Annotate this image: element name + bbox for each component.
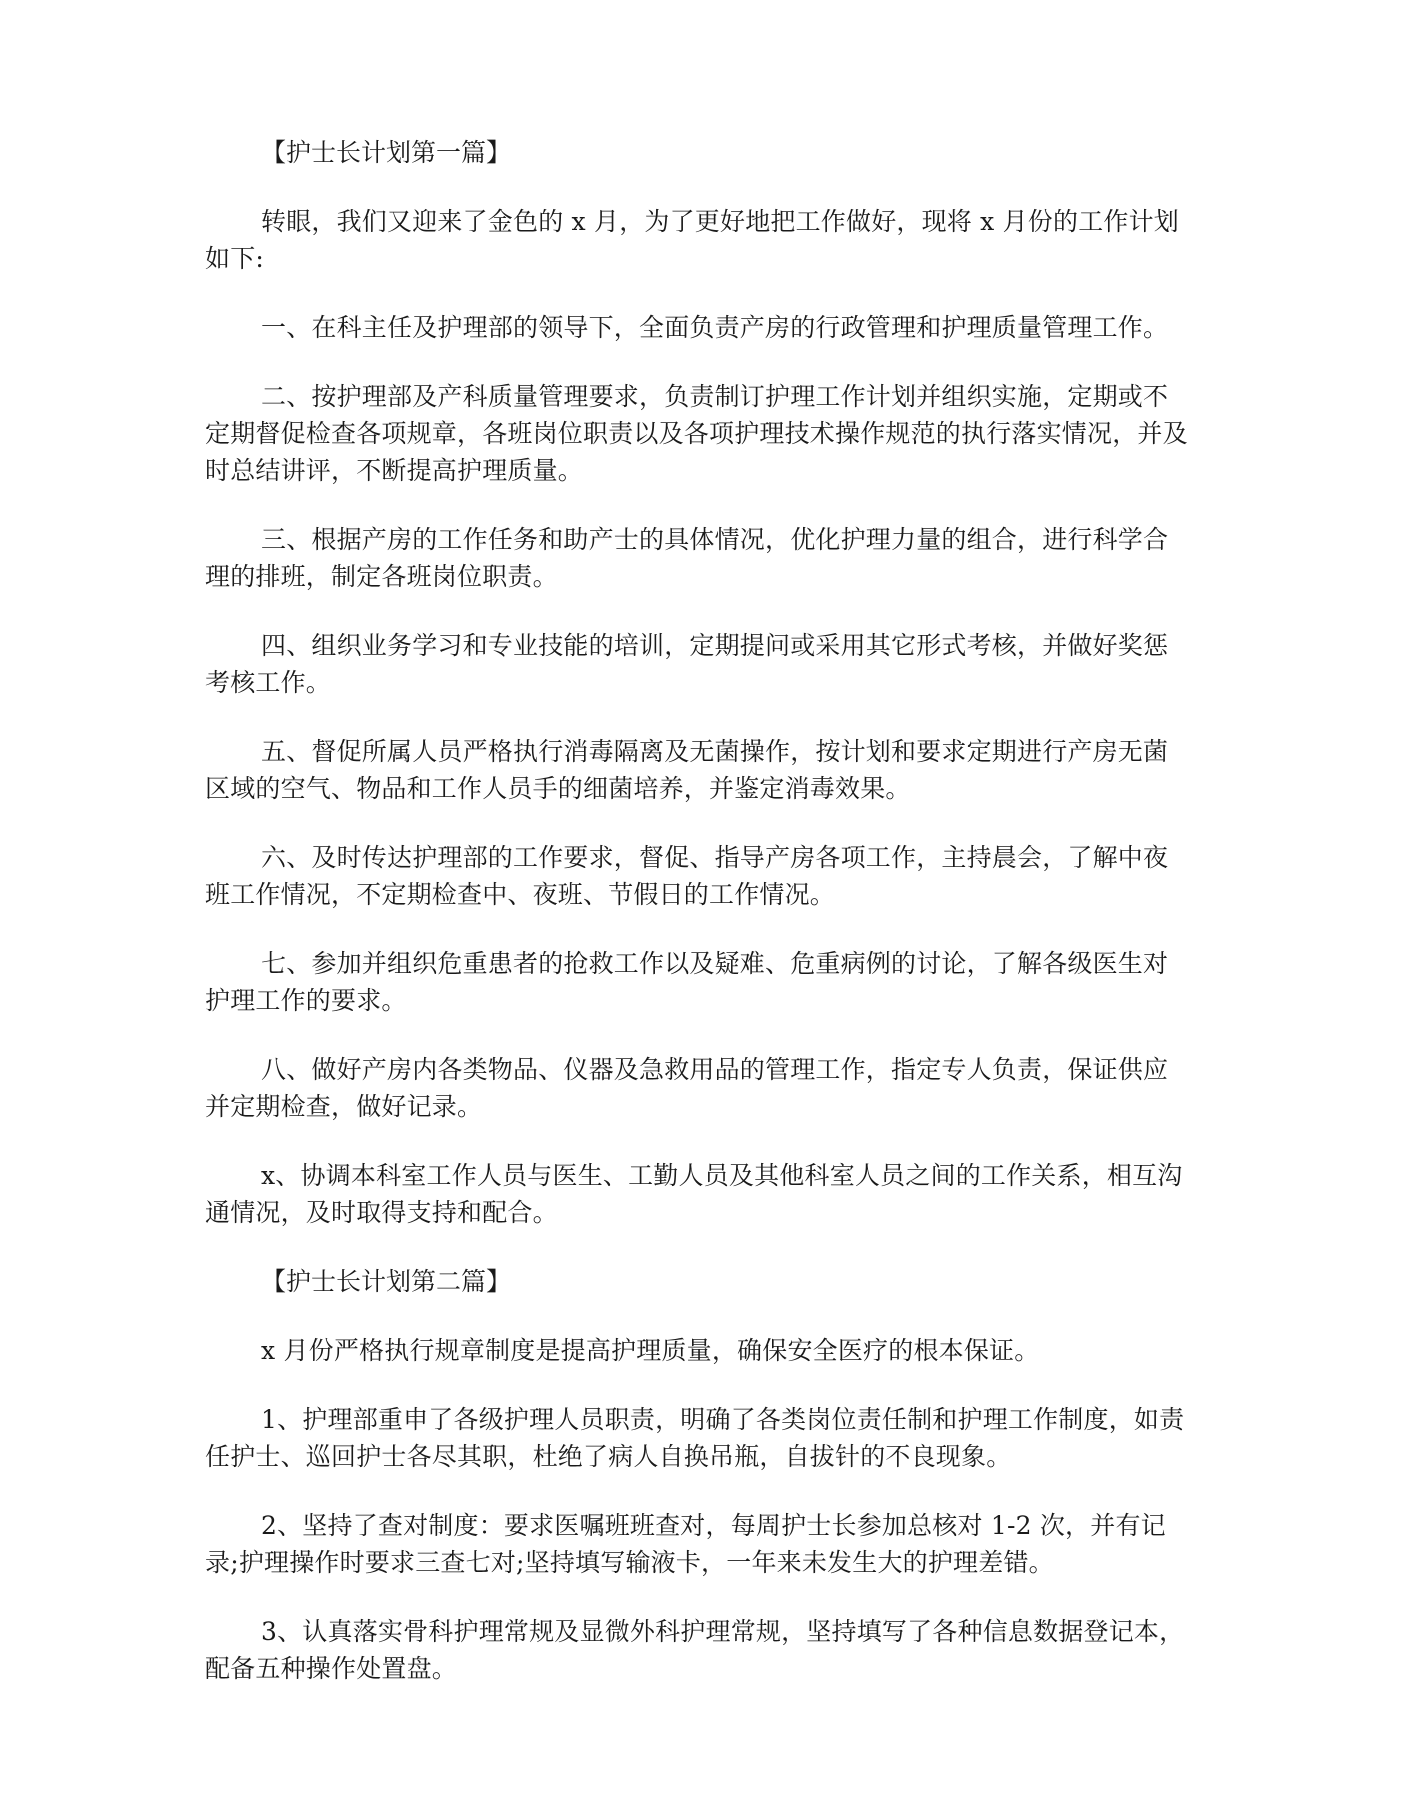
paragraph-item-5: 五、督促所属人员严格执行消毒隔离及无菌操作，按计划和要求定期进行产房无菌区域的空气、物品和工作人员手的细菌培养，并鉴定消毒效果。 — [205, 737, 1169, 803]
paragraph-item-1: 一、在科主任及护理部的领导下，全面负责产房的行政管理和护理质量管理工作。 — [261, 313, 1169, 342]
paragraph-item-2: 二、按护理部及产科质量管理要求，负责制订护理工作计划并组织实施，定期或不定期督促检查各项规章，各班岗位职责以及各项护理技术操作规范的执行落实情况，并及时总结讲评，不断提高护理质量。 — [205, 382, 1188, 485]
paragraph-item-4: 四、组织业务学习和专业技能的培训，定期提问或采用其它形式考核，并做好奖惩考核工作。 — [205, 631, 1169, 697]
paragraph-summary: x 月份严格执行规章制度是提高护理质量，确保安全医疗的根本保证。 — [261, 1336, 1040, 1365]
paragraph-intro: 转眼，我们又迎来了金色的 x 月，为了更好地把工作做好，现将 x 月份的工作计划如下: — [205, 207, 1179, 273]
paragraph-item-9: x、协调本科室工作人员与医生、工勤人员及其他科室人员之间的工作关系，相互沟通情况，及时取得支持和配合。 — [205, 1161, 1183, 1227]
paragraph-point-3: 3、认真落实骨科护理常规及显微外科护理常规，坚持填写了各种信息数据登记本，配备五种操作处置盘。 — [205, 1617, 1185, 1683]
paragraph-point-1: 1、护理部重申了各级护理人员职责，明确了各类岗位责任制和护理工作制度，如责任护士、巡回护士各尽其职，杜绝了病人自换吊瓶，自拔针的不良现象。 — [205, 1405, 1185, 1471]
paragraph-item-6: 六、及时传达护理部的工作要求，督促、指导产房各项工作，主持晨会，了解中夜班工作情况，不定期检查中、夜班、节假日的工作情况。 — [205, 843, 1169, 909]
section-heading-2: 【护士长计划第二篇】 — [261, 1267, 512, 1296]
paragraph-item-7: 七、参加并组织危重患者的抢救工作以及疑难、危重病例的讨论，了解各级医生对护理工作的要求。 — [205, 949, 1169, 1015]
document-body — [205, 134, 1193, 1719]
paragraph-item-3: 三、根据产房的工作任务和助产士的具体情况，优化护理力量的组合，进行科学合理的排班，制定各班岗位职责。 — [205, 525, 1169, 591]
paragraph-item-8: 八、做好产房内各类物品、仪器及急救用品的管理工作，指定专人负责，保证供应并定期检查，做好记录。 — [205, 1055, 1169, 1121]
section-heading-1: 【护士长计划第一篇】 — [261, 138, 512, 167]
paragraph-point-2: 2、坚持了查对制度：要求医嘱班班查对，每周护士长参加总核对 1-2 次，并有记录;护理操作时要求三查七对;坚持填写输液卡，一年来未发生大的护理差错。 — [205, 1511, 1166, 1577]
